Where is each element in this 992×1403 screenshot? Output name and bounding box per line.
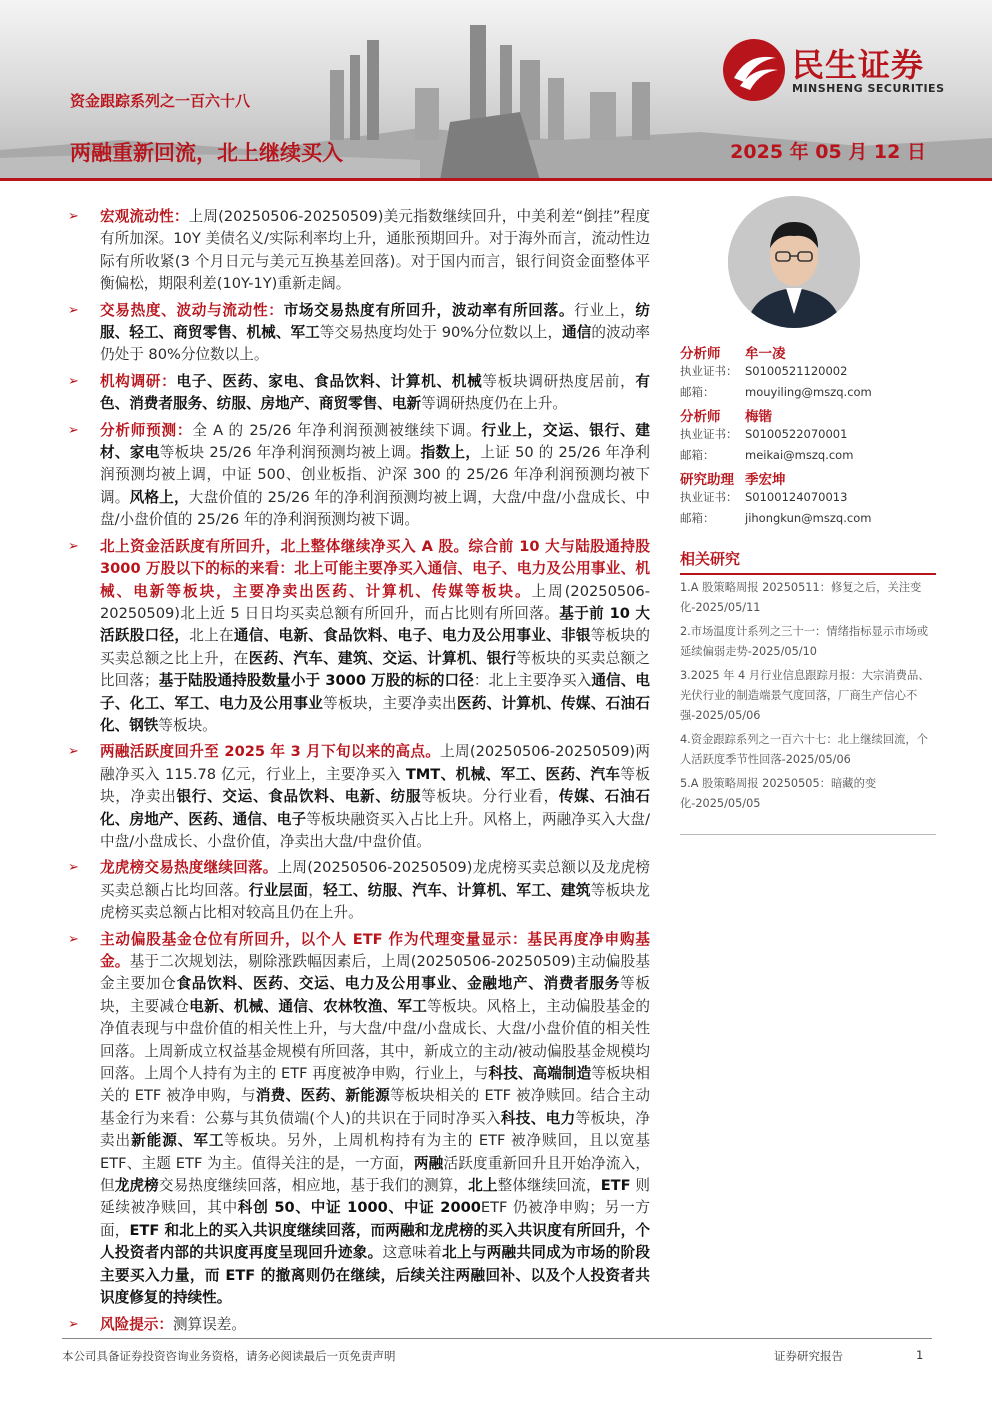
logo-chinese-name: 民生证券: [792, 46, 925, 84]
body-text: ：北上主要净买入: [473, 672, 592, 690]
related-research-item[interactable]: 1.A 股策略周报 20250511：修复之后，关注变化-2025/05/11: [680, 581, 922, 614]
footer-doc-type: 证券研究报告: [774, 1349, 843, 1363]
analyst-row: [680, 342, 936, 363]
related-research-item[interactable]: 4.资金跟踪系列之一百六十七：北上继续回流，个人活跃度季节性回落-2025/05/06: [680, 733, 929, 766]
bold-text: 新能源、军工: [131, 1132, 225, 1150]
bold-text: 风格上，: [129, 488, 189, 506]
cert-label: 执业证书：: [680, 364, 738, 378]
bold-text: 龙虎榜: [114, 1177, 159, 1195]
summary-paragraph: [68, 536, 650, 738]
page-number: 1: [916, 1348, 924, 1362]
bold-text: 行业层面: [248, 881, 309, 899]
bullet-arrow-icon: ➢: [68, 744, 79, 760]
cert-label: 执业证书：: [680, 427, 738, 441]
bullet-arrow-icon: ➢: [68, 538, 79, 554]
bold-text: 北上与两融共同成为市场的阶段主要买入力量，而 ETF 的撤离则仍在继续，后续关注两融回补、以及个人投资者共识度修复的持续性。: [100, 1244, 650, 1307]
analyst-cert-number: S0100124070013: [745, 490, 848, 504]
analyst-role: 分析师: [680, 409, 721, 425]
body-text: 交易热度继续回落，相应地，基于我们的测算，: [158, 1177, 469, 1195]
bullet-arrow-icon: ➢: [68, 373, 79, 389]
bold-text: TMT、机械、军工、医药、汽车: [405, 765, 621, 783]
analyst-email[interactable]: mouyiling@mszq.com: [745, 385, 872, 399]
summary-paragraph: [68, 420, 650, 532]
email-label: 邮箱：: [680, 385, 715, 399]
bold-text: 两融: [413, 1154, 444, 1172]
bullet-arrow-icon: ➢: [68, 422, 79, 438]
related-research-list: [680, 578, 936, 818]
bullet-arrow-icon: ➢: [68, 860, 79, 876]
bold-text: 医药、汽车、建筑、交运、计算机、银行: [248, 649, 517, 667]
summary-paragraph: [68, 371, 650, 416]
bold-text: 科创 50、中证 1000、中证 2000: [237, 1199, 481, 1217]
paragraph-heading: 两融活跃度回升至 2025 年 3 月下旬以来的高点。: [100, 743, 441, 761]
cert-label: 执业证书：: [680, 490, 738, 504]
analyst-row: [680, 405, 936, 426]
analyst-role: 研究助理: [680, 472, 734, 488]
analyst-row: [680, 384, 936, 405]
body-text: 等板块龙虎榜买卖总额占比相对较高且仍在上升。: [100, 881, 650, 922]
bold-text: 食品饮料、医药、交运、电力及公用事业、金融地产、消费者服务: [176, 975, 621, 993]
body-text: 全 A 的 25/26 年净利润预测被继续下调。: [192, 421, 482, 439]
body-text: 等板块，主要净卖出: [323, 694, 457, 712]
summary-paragraph: [68, 741, 650, 853]
paragraph-heading: 北上资金活跃度有所回升，北上整体继续净买入 A 股。综合前 10 大与陆股通持股 3000 万股以下的标的来看：北上可能主要净买入通信、电子、电力及公用事业、机械、电新等板块，主要净卖出医药、计算机、传媒等板块。: [100, 537, 650, 600]
footer-divider: [62, 1338, 932, 1339]
body-text: 上周(20250506-20250509)龙虎榜买卖总额以及龙虎榜买卖总额占比均回落。: [100, 859, 650, 899]
body-text: 活跃度重新回升且开始净流入，但: [100, 1154, 650, 1195]
body-text: 等板块。另外，上周机构持有为主的 ETF 被净赎回，且以宽基 ETF、主题 ETF 为主。值得关注的是，一方面，: [100, 1132, 650, 1172]
bold-text: 电子、医药、家电、食品饮料、计算机、机械: [176, 372, 483, 390]
body-text: 的波动率仍处于 80%分位数以上。: [100, 324, 650, 364]
summary-body: [68, 206, 650, 1340]
analyst-cert-number: S0100522070001: [745, 427, 848, 441]
bullet-arrow-icon: ➢: [68, 302, 79, 318]
bold-text: 行业上，交运、银行、建材、家电: [100, 421, 650, 462]
bold-text: 传媒、石油石化、房地产、医药、通信、电子: [100, 788, 650, 828]
body-text: 等板块，主要减仓: [100, 975, 650, 1015]
body-text: 等板块相关的 ETF 被净赎回。结合主动基金行为来看：公募与其负债端(个人)的共识在于同时净买入: [100, 1087, 650, 1127]
bold-text: 指数上，: [420, 444, 481, 462]
body-text: 等板块，净卖出: [100, 1109, 650, 1150]
paragraph-heading: 机构调研：: [100, 372, 177, 390]
related-research-heading: 相关研究: [680, 548, 936, 575]
bold-text: 基于前 10 大活跃股口径，: [100, 604, 650, 645]
analyst-cert-number: S0100521120002: [745, 364, 848, 378]
minsheng-logo-icon: [722, 38, 786, 102]
report-series: 资金跟踪系列之一百六十八: [70, 92, 251, 110]
body-text: 基于二次规划法，剔除涨跌幅因素后，上周(20250506-20250509)主动偏股基金主要加仓: [100, 953, 650, 993]
bold-text: ETF: [600, 1177, 631, 1195]
body-text: ETF 仍被净申购；另一方面，: [100, 1199, 650, 1239]
summary-paragraph: [68, 857, 650, 924]
bullet-arrow-icon: ➢: [68, 931, 79, 947]
analyst-name: 梅锴: [745, 409, 772, 425]
analyst-role: 分析师: [680, 346, 721, 362]
paragraph-heading: 主动偏股基金仓位有所回升，以个人 ETF 作为代理变量显示：基民再度净申购基金。: [100, 930, 650, 970]
paragraph-heading: 交易热度、波动与流动性：: [100, 301, 284, 319]
body-text: 测算误差。: [172, 1315, 246, 1333]
logo-english-name: MINSHENG SECURITIES: [792, 82, 945, 95]
body-text: 等板块调研热度居前，: [482, 372, 636, 390]
related-research-item[interactable]: 5.A 股策略周报 20250505：暗藏的变化-2025/05/05: [680, 777, 877, 810]
analyst-list: [680, 342, 936, 531]
bold-text: 通信、电子、化工、军工、电力及公用事业: [100, 672, 650, 712]
related-research-item[interactable]: 3.2025 年 4 月行业信息跟踪月报：大宗消费品、光伏行业的制造端景气度回落，厂商生产信心不强-2025/05/06: [680, 669, 930, 722]
body-text: 北上在: [189, 627, 234, 645]
body-text: 等板块，净卖出: [100, 765, 650, 806]
company-logo: [722, 38, 972, 104]
bullet-arrow-icon: ➢: [68, 209, 79, 224]
body-text: 则延续被净赎回，其中: [100, 1177, 650, 1217]
body-text: 等板块相关的 ETF 被净申购，与: [100, 1065, 650, 1105]
analyst-row: [680, 489, 936, 510]
body-text: 等交易热度均处于 90%分位数以上，: [319, 324, 563, 342]
paragraph-heading: 龙虎榜交易热度继续回落。: [100, 859, 278, 877]
bold-text: 消费、医药、新能源: [255, 1087, 391, 1105]
body-text: 等板块。分行业看，: [421, 788, 559, 806]
body-text: 行业上，: [574, 301, 636, 319]
bold-text: 通信: [562, 324, 592, 342]
bold-text: 基于陆股通持股数量小于 3000 万股的标的口径: [158, 672, 474, 690]
body-text: 上周(20250506-20250509)美元指数继续回升，中美利差“倒挂”程度有所加深。10Y 美债名义/实际利率均上升，通胀预期回升。对于海外而言，流动性边际有所收紧(3 个月日元与美元互换基差回落)。对于国内而言，银行间资金面整体平衡偏松，期限利差(10Y-1Y)重新走阔。: [100, 208, 650, 293]
analyst-photo: [728, 196, 860, 328]
body-text: 等板块的买卖总额之比上升，在: [100, 627, 650, 667]
analyst-name: 牟一凌: [745, 346, 786, 362]
related-divider: [680, 834, 936, 835]
analyst-row: [680, 468, 936, 489]
bold-text: 纺服、轻工、商贸零售、机械、军工: [100, 301, 650, 342]
body-text: 整体继续回流，: [497, 1177, 601, 1195]
body-text: 等板块 25/26 年净利润预测均被上调。: [159, 444, 421, 462]
bold-text: 通信、电新、食品饮料、电子、电力及公用事业、非银: [233, 627, 591, 645]
analyst-row: [680, 510, 936, 531]
bold-text: 轻工、纺服、汽车、计算机、军工、建筑: [323, 881, 591, 899]
paragraph-heading: 宏观流动性：: [100, 208, 189, 225]
bold-text: 北上: [468, 1177, 498, 1195]
analyst-email[interactable]: meikai@mszq.com: [745, 448, 854, 462]
body-text: 等板块。风格上，主动偏股基金的净值表现与中盘价值的相关性上升，与大盘/中盘/小盘成长、大盘/小盘价值的相关性回落。上周新成立权益基金规模有所回落，其中，新成立的主动/被动偏股基金规模均回落。上周个人持有为主的 ETF 再度被净申购，行业上，与: [100, 997, 650, 1083]
summary-paragraph: [68, 929, 650, 1310]
body-text: 等调研热度仍在上升。: [421, 395, 568, 413]
body-text: 等板块的买卖总额之比回落；: [100, 649, 650, 690]
body-text: 上周(20250506-20250509)北上近 5 日日均买卖总额有所回升，而占比则有所回落。: [100, 582, 650, 622]
summary-paragraph: [68, 1314, 650, 1336]
bold-text: 科技、高端制造: [488, 1065, 592, 1083]
analyst-row: [680, 447, 936, 468]
report-date: 2025 年 05 月 12 日: [730, 141, 926, 163]
analyst-email[interactable]: jihongkun@mszq.com: [745, 511, 872, 525]
bold-text: 有色、消费者服务、纺服、房地产、商贸零售、电新: [100, 372, 650, 413]
body-text: 大盘价值的 25/26 年的净利润预测均被上调，大盘/中盘/小盘成长、中盘/小盘价值的 25/26 年的净利润预测均被下调。: [100, 488, 650, 529]
bold-text: 电新、机械、通信、农林牧渔、军工: [189, 997, 428, 1015]
bold-text: ETF 和北上的买入共识度继续回落，而两融和龙虎榜的买入共识度有所回升，个人投资者内部的共识度再度呈现回升迹象。: [100, 1221, 650, 1262]
paragraph-heading: 分析师预测：: [100, 421, 193, 439]
report-title: 两融重新回流，北上继续买入: [70, 141, 343, 165]
analyst-portrait-icon: [728, 196, 860, 328]
analyst-row: [680, 363, 936, 384]
body-text: 这意味着: [382, 1244, 443, 1262]
footer-disclaimer: 本公司具备证券投资咨询业务资格，请务必阅读最后一页免责声明: [62, 1349, 396, 1363]
summary-paragraph: [68, 300, 650, 367]
related-research-item[interactable]: 2.市场温度计系列之三十一：情绪指标显示市场或延续偏弱走势-2025/05/10: [680, 625, 929, 658]
header-divider: [0, 178, 992, 181]
bullet-arrow-icon: ➢: [68, 1316, 79, 1332]
bold-text: 银行、交运、食品饮料、电新、纺服: [176, 788, 422, 806]
summary-paragraph: [68, 206, 650, 296]
body-text: 上周(20250506-20250509)两融净买入 115.78 亿元，行业上，主要净买入: [100, 743, 650, 783]
email-label: 邮箱：: [680, 448, 715, 462]
analyst-row: [680, 426, 936, 447]
bold-text: 医药、计算机、传媒、石油石化、钢铁: [100, 694, 650, 734]
body-text: 上证 50 的 25/26 年净利润预测均被上调，中证 500、创业板指、沪深 300 的 25/26 年净利润预测均被下调。: [100, 444, 650, 506]
bold-text: 科技、电力: [500, 1109, 576, 1127]
bold-text: 市场交易热度有所回升，波动率有所回落。: [283, 301, 575, 319]
body-text: 等板块。: [158, 716, 217, 734]
body-text: 等板块融资买入占比上升。风格上，两融净买入大盘/中盘/小盘成长、小盘价值，净卖出大盘/中盘价值。: [100, 810, 650, 850]
email-label: 邮箱：: [680, 511, 715, 525]
paragraph-heading: 风险提示：: [100, 1315, 173, 1333]
body-text: ，: [308, 881, 324, 899]
analyst-name: 季宏坤: [745, 472, 786, 488]
